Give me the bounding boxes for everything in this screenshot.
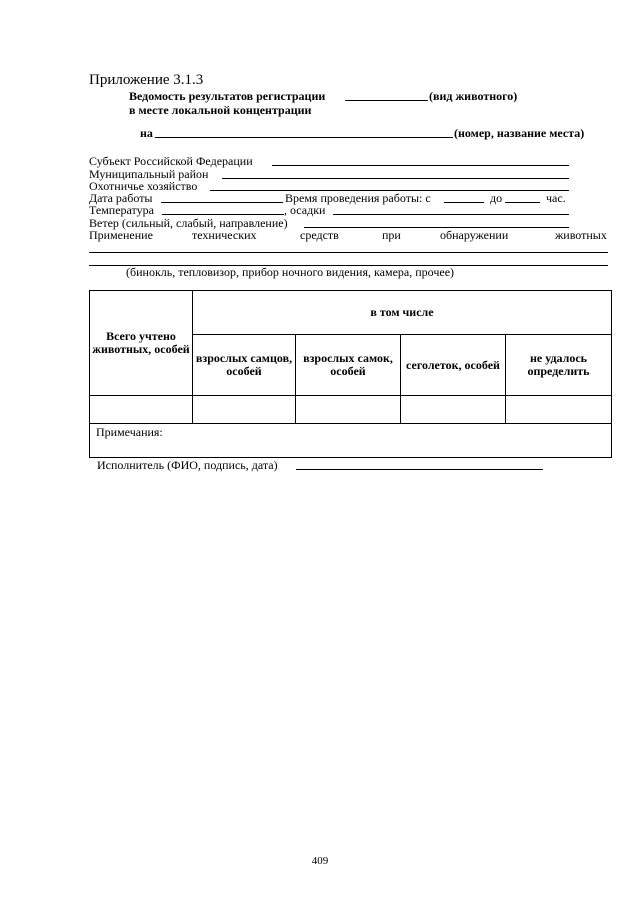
col-undetermined: не удалось определить xyxy=(506,335,612,396)
notes-label: Примечания: xyxy=(96,425,163,439)
col-yearlings: сеголеток, особей xyxy=(401,335,506,396)
registration-table xyxy=(89,290,612,458)
subject-label: Субъект Российской Федерации xyxy=(89,154,253,168)
equipment-line-1[interactable] xyxy=(89,252,608,253)
subject-line[interactable] xyxy=(272,165,569,166)
equipment-word: при xyxy=(382,228,401,242)
district-line[interactable] xyxy=(222,178,569,179)
animal-type-hint: (вид животного) xyxy=(429,89,518,103)
temperature-line[interactable] xyxy=(162,214,284,215)
appendix-label: Приложение 3.1.3 xyxy=(89,72,204,88)
equipment-word: животных xyxy=(555,228,607,242)
equipment-word: Применение xyxy=(89,228,153,242)
equipment-word: технических xyxy=(192,228,257,242)
col-adult-females: взрослых самок, особей xyxy=(296,335,401,396)
place-line[interactable] xyxy=(155,137,453,138)
animal-type-line[interactable] xyxy=(345,100,428,101)
page-number: 409 xyxy=(311,855,329,867)
cell-yearlings[interactable] xyxy=(401,396,506,424)
total-header: Всего учтено животных, особей xyxy=(90,291,193,396)
place-hint: (номер, название места) xyxy=(454,126,585,140)
time-label: Время проведения работы: с xyxy=(285,191,431,205)
date-label: Дата работы xyxy=(89,191,153,205)
temperature-label: Температура xyxy=(89,203,154,217)
executor-line[interactable] xyxy=(296,469,543,470)
heading-title: Ведомость результатов регистрации xyxy=(129,89,326,103)
cell-adult-males[interactable] xyxy=(193,396,296,424)
equipment-word: обнаружении xyxy=(440,228,509,242)
equipment-hint: (бинокль, тепловизор, прибор ночного видения, камера, прочее) xyxy=(126,265,455,279)
cell-total[interactable] xyxy=(90,396,193,424)
place-prefix: на xyxy=(140,126,153,140)
wind-label: Ветер (сильный, слабый, направление) xyxy=(89,216,288,230)
date-line[interactable] xyxy=(161,202,283,203)
including-header: в том числе xyxy=(193,291,612,335)
precip-label: , осадки xyxy=(284,203,326,217)
cell-adult-females[interactable] xyxy=(296,396,401,424)
notes-cell[interactable] xyxy=(90,424,612,458)
equipment-word: средств xyxy=(300,228,339,242)
district-label: Муниципальный район xyxy=(89,167,209,181)
heading-subtitle: в месте локальной концентрации xyxy=(129,103,312,117)
executor-label: Исполнитель (ФИО, подпись, дата) xyxy=(97,458,278,472)
time-from-line[interactable] xyxy=(444,202,484,203)
time-to-line[interactable] xyxy=(505,202,540,203)
time-to-label: до xyxy=(490,191,503,205)
wind-line[interactable] xyxy=(304,227,569,228)
cell-undetermined[interactable] xyxy=(506,396,612,424)
hunting-label: Охотничье хозяйство xyxy=(89,179,198,193)
time-unit: час. xyxy=(546,191,566,205)
precip-line[interactable] xyxy=(333,214,569,215)
col-adult-males: взрослых самцов, особей xyxy=(193,335,296,396)
